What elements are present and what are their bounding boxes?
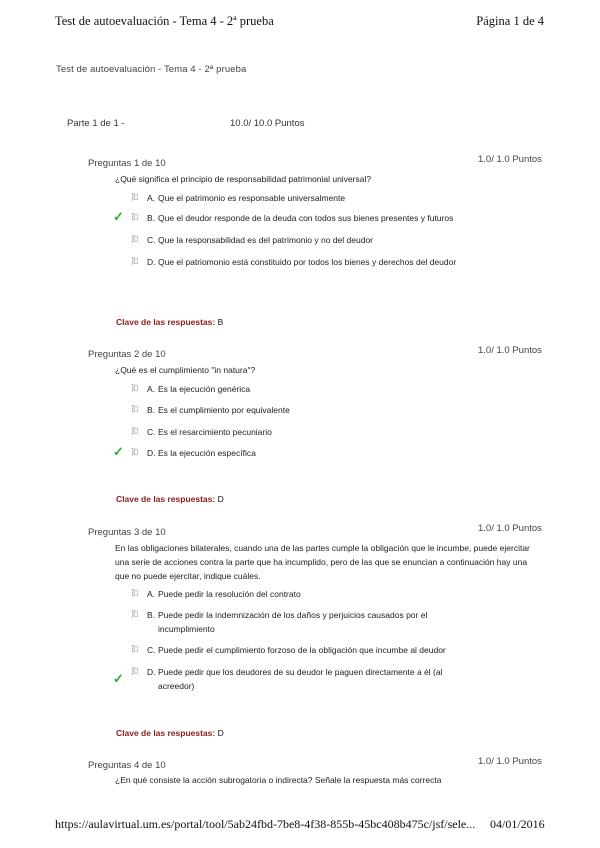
question-3-title: Preguntas 3 de 10 <box>88 527 166 538</box>
option-text: Es el resarcimiento pecuniario <box>158 427 272 437</box>
radio-unselected-icon[interactable]: ĵ▯ <box>132 588 139 597</box>
option-text: Puede pedir la resolución del contrato <box>158 589 301 599</box>
radio-unselected-icon[interactable]: ĵ▯ <box>132 212 139 221</box>
option-letter: D. <box>147 448 156 458</box>
question-4-text: ¿En qué consiste la acción subrogatoria o indirecta? Señale la respuesta más correcta <box>115 775 442 785</box>
question-1-text: ¿Qué significa el principio de responsabilidad patrimonial universal? <box>115 174 372 184</box>
question-3-option-a[interactable] <box>132 587 482 601</box>
answer-key-label: Clave de las respuestas: <box>116 317 216 327</box>
question-4-title: Preguntas 4 de 10 <box>88 760 166 771</box>
question-2-option-d[interactable] <box>132 446 482 460</box>
radio-unselected-icon[interactable]: ĵ▯ <box>132 644 139 653</box>
option-text: Que la responsabilidad es del patrimonio y no del deudor <box>158 235 373 245</box>
option-letter: D. <box>147 667 156 677</box>
question-2-option-c[interactable] <box>132 425 482 439</box>
radio-unselected-icon[interactable]: ĵ▯ <box>132 447 139 456</box>
question-1-option-d[interactable] <box>132 255 467 269</box>
answer-key-label: Clave de las respuestas: <box>116 494 216 504</box>
option-text: Que el patriomonio está constituido por todos los bienes y derechos del deudor <box>158 257 457 267</box>
question-3-option-b[interactable] <box>132 608 462 636</box>
option-text: Puede pedir que los deudores de su deudor le paguen directamente a él (al acreedor) <box>158 667 443 691</box>
option-letter: B. <box>147 213 156 223</box>
question-2-option-b[interactable] <box>132 403 482 417</box>
option-letter: A. <box>147 589 156 599</box>
page-number: Página 1 de 4 <box>476 14 544 28</box>
option-text: Es el cumplimiento por equivalente <box>158 405 290 415</box>
question-4-points: 1.0/ 1.0 Puntos <box>478 756 542 767</box>
part-label: Parte 1 de 1 - <box>67 118 125 129</box>
check-icon: ✓ <box>113 209 124 224</box>
question-1-answer-key <box>116 317 223 327</box>
question-2-text: ¿Qué es el cumplimiento "in natura"? <box>115 365 256 375</box>
radio-unselected-icon[interactable]: ĵ▯ <box>132 609 139 618</box>
option-text: Es la ejecución genérica <box>158 384 251 394</box>
question-3-option-d[interactable] <box>132 665 472 693</box>
option-letter: C. <box>147 645 156 655</box>
option-text: Es la ejecución específica <box>158 448 256 458</box>
footer-url: https://aulavirtual.um.es/portal/tool/5ab24fbd-7be8-4f38-855b-45bc408b475c/jsf/sele... <box>55 817 476 831</box>
radio-unselected-icon[interactable]: ĵ▯ <box>132 383 139 392</box>
check-icon: ✓ <box>113 444 124 459</box>
footer-date: 04/01/2016 <box>490 817 545 831</box>
option-letter: B. <box>147 405 156 415</box>
radio-unselected-icon[interactable]: ĵ▯ <box>132 256 139 265</box>
radio-unselected-icon[interactable]: ĵ▯ <box>132 404 139 413</box>
document-header-title: Test de autoevaluación - Tema 4 - 2ª prueba <box>55 14 274 28</box>
check-icon: ✓ <box>113 671 124 686</box>
answer-key-value: B <box>217 317 224 327</box>
option-text: Puede pedir el cumplimiento forzoso de la obligación que incumbe al deudor <box>158 645 446 655</box>
part-points: 10.0/ 10.0 Puntos <box>230 118 305 129</box>
question-3-answer-key <box>116 728 224 738</box>
radio-unselected-icon[interactable]: ĵ▯ <box>132 426 139 435</box>
option-letter: A. <box>147 384 156 394</box>
question-1-title: Preguntas 1 de 10 <box>88 158 166 169</box>
question-2-points: 1.0/ 1.0 Puntos <box>478 345 542 356</box>
question-2-title: Preguntas 2 de 10 <box>88 349 166 360</box>
option-letter: B. <box>147 610 156 620</box>
answer-key-label: Clave de las respuestas: <box>116 728 216 738</box>
question-1-option-b[interactable] <box>132 211 482 225</box>
answer-key-value: D <box>217 728 224 738</box>
option-letter: A. <box>147 193 156 203</box>
question-3-text: En las obligaciones bilaterales, cuando una de las partes cumple la obligación que le incumbe, puede ejercitar una serie de acciones contra la parte que ha incumplido, pero de las que se enuncian a continuación hay una que no puede ejercitar, indique cuáles. <box>115 543 530 581</box>
question-1-option-a[interactable] <box>132 191 482 205</box>
question-3-option-c[interactable] <box>132 643 492 657</box>
question-1-option-c[interactable] <box>132 233 482 247</box>
question-3-points: 1.0/ 1.0 Puntos <box>478 523 542 534</box>
test-title: Test de autoevaluación - Tema 4 - 2ª prueba <box>56 64 247 75</box>
question-2-option-a[interactable] <box>132 382 482 396</box>
question-2-answer-key <box>116 494 224 504</box>
option-text: Que el patrimonio es responsable universalmente <box>158 193 346 203</box>
option-letter: C. <box>147 427 156 437</box>
answer-key-value: D <box>217 494 224 504</box>
radio-unselected-icon[interactable]: ĵ▯ <box>132 192 139 201</box>
radio-unselected-icon[interactable]: ĵ▯ <box>132 666 139 675</box>
radio-unselected-icon[interactable]: ĵ▯ <box>132 234 139 243</box>
option-letter: D. <box>147 257 156 267</box>
question-1-points: 1.0/ 1.0 Puntos <box>478 154 542 165</box>
option-text: Puede pedir la indemnización de los daños y perjuicios causados por el incumplimiento <box>158 610 428 634</box>
option-letter: C. <box>147 235 156 245</box>
option-text: Que el deudor responde de la deuda con todos sus bienes presentes y futuros <box>158 213 454 223</box>
